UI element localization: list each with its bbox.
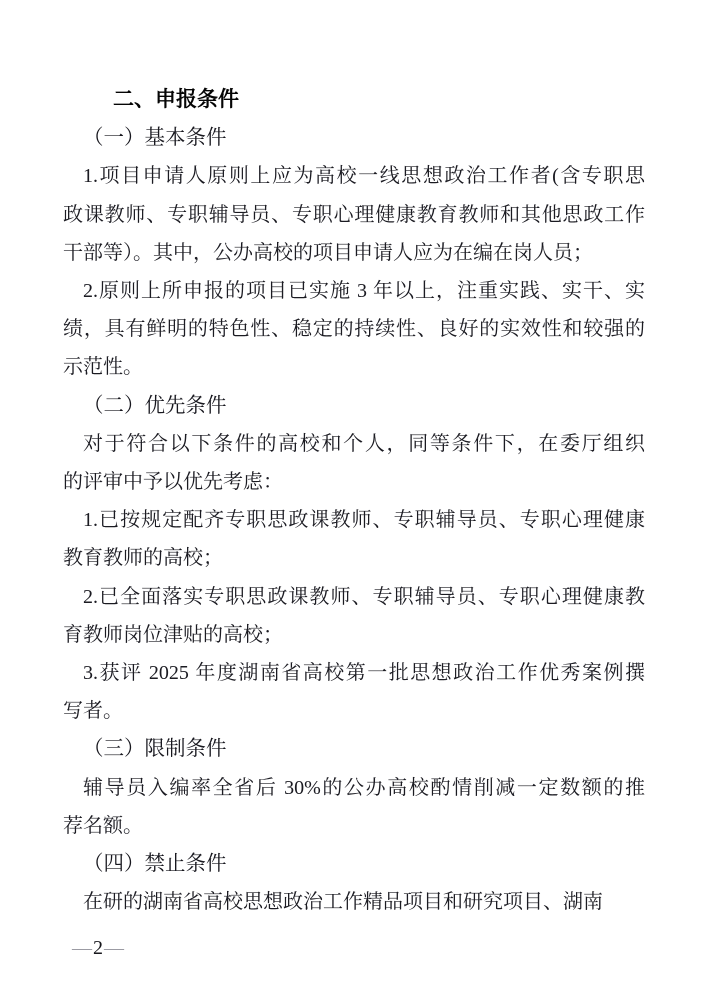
page-number-dash-right: — — [104, 937, 124, 959]
paragraph-line: 1.项目申请人原则上应为高校一线思想政治工作者(含专职思 — [83, 165, 645, 188]
paragraph-line: 示范性。 — [63, 356, 143, 379]
paragraph-line: 政课教师、专职辅导员、专职心理健康教育教师和其他思政工作 — [63, 203, 645, 226]
paragraph-line: 教育教师的高校； — [63, 547, 223, 570]
paragraph-line: 对于符合以下条件的高校和个人，同等条件下，在委厅组织 — [83, 432, 645, 455]
paragraph-line: 2.已全面落实专职思政课教师、专职辅导员、专职心理健康教 — [83, 585, 645, 608]
section-title: 二、申报条件 — [113, 88, 239, 111]
paragraph-line: 的评审中予以优先考虑： — [63, 471, 283, 494]
document-content — [63, 81, 645, 921]
paragraph-line: 1.已按规定配齐专职思政课教师、专职辅导员、专职心理健康 — [83, 509, 645, 532]
paragraph-line: 干部等）。其中，公办高校的项目申请人应为在编在岗人员； — [63, 241, 593, 264]
page-number — [72, 936, 124, 960]
subsection-heading: （一）基本条件 — [83, 127, 227, 150]
paragraph-line: 在研的湖南省高校思想政治工作精品项目和研究项目、湖南 — [83, 891, 603, 914]
paragraph-line: 育教师岗位津贴的高校； — [63, 623, 283, 646]
page-number-value: 2 — [93, 937, 103, 959]
paragraph-line: 辅导员入编率全省后 30%的公办高校酌情削减一定数额的推 — [83, 776, 645, 799]
paragraph-line: 绩，具有鲜明的特色性、稳定的持续性、良好的实效性和较强的 — [63, 318, 645, 341]
paragraph-line: 3.获评 2025 年度湖南省高校第一批思想政治工作优秀案例撰 — [83, 662, 645, 685]
page-number-dash-left: — — [72, 937, 92, 959]
paragraph-line: 荐名额。 — [63, 814, 143, 837]
subsection-heading: （二）优先条件 — [83, 394, 227, 417]
paragraph-line: 写者。 — [63, 700, 123, 723]
subsection-heading: （四）禁止条件 — [83, 853, 227, 876]
paragraph-line: 2.原则上所申报的项目已实施 3 年以上，注重实践、实干、实 — [83, 280, 645, 303]
subsection-heading: （三）限制条件 — [83, 738, 227, 761]
